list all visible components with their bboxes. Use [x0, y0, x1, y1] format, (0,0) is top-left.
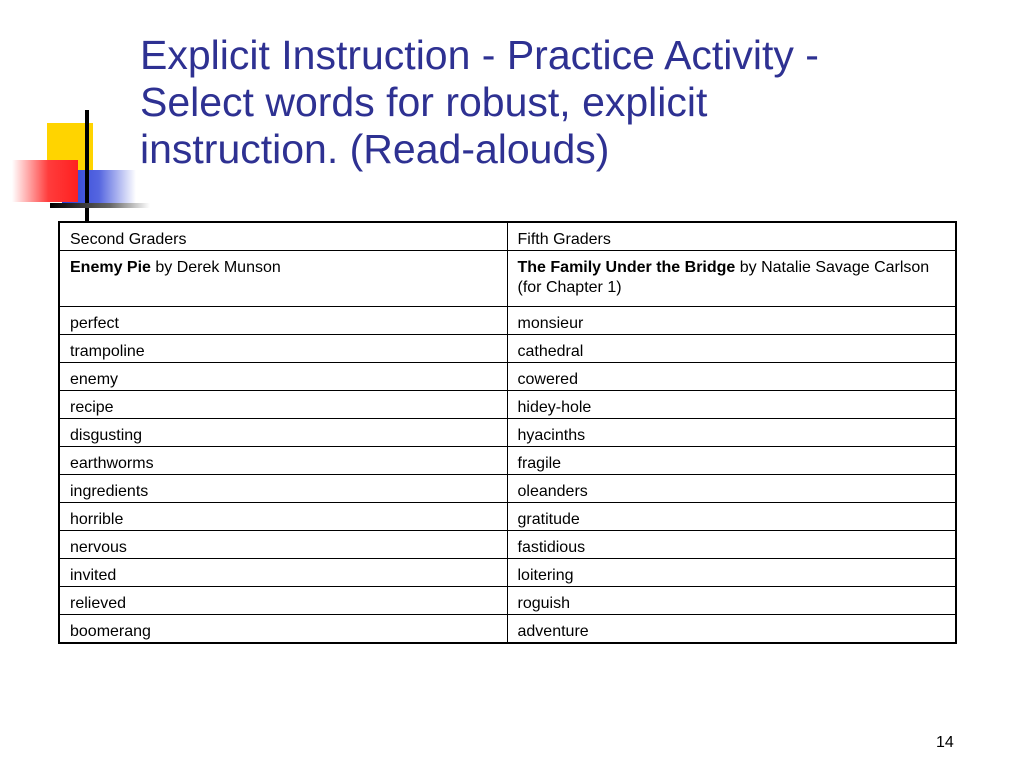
second-grade-word: ingredients	[59, 475, 507, 503]
title-line-2: Select words for robust, explicit	[140, 79, 708, 125]
deco-red-square	[12, 160, 78, 202]
table-row	[59, 307, 956, 335]
table-row	[59, 391, 956, 419]
second-grade-word: disgusting	[59, 419, 507, 447]
table-row	[59, 419, 956, 447]
table-row	[59, 559, 956, 587]
fifth-grade-word: fragile	[507, 447, 956, 475]
fifth-grade-word: hyacinths	[507, 419, 956, 447]
header-fifth-graders: Fifth Graders	[507, 222, 956, 251]
second-grade-book-title: Enemy Pie	[70, 259, 151, 276]
book-title-row	[59, 251, 956, 307]
table-row	[59, 587, 956, 615]
title-line-3: instruction. (Read-alouds)	[140, 126, 610, 172]
table-row	[59, 363, 956, 391]
second-grade-book-cell	[59, 251, 507, 307]
second-grade-word: enemy	[59, 363, 507, 391]
title-line-1: Explicit Instruction - Practice Activity -	[140, 32, 819, 78]
slide-title	[140, 32, 1000, 173]
second-grade-book-author: by Derek Munson	[150, 259, 281, 276]
fifth-grade-word: cathedral	[507, 335, 956, 363]
second-grade-word: trampoline	[59, 335, 507, 363]
second-grade-word: invited	[59, 559, 507, 587]
fifth-grade-book-cell	[507, 251, 956, 307]
fifth-grade-word: loitering	[507, 559, 956, 587]
second-grade-word: nervous	[59, 531, 507, 559]
decorative-squares-graphic	[0, 0, 150, 240]
page-number: 14	[936, 734, 954, 751]
table-row	[59, 615, 956, 644]
fifth-grade-word: monsieur	[507, 307, 956, 335]
deco-horizontal-line	[50, 203, 150, 208]
second-grade-word: perfect	[59, 307, 507, 335]
fifth-grade-word: cowered	[507, 363, 956, 391]
table-row	[59, 475, 956, 503]
fifth-grade-word: gratitude	[507, 503, 956, 531]
second-grade-word: horrible	[59, 503, 507, 531]
second-grade-word: recipe	[59, 391, 507, 419]
fifth-grade-word: fastidious	[507, 531, 956, 559]
fifth-grade-word: adventure	[507, 615, 956, 644]
fifth-grade-book-title: The Family Under the Bridge	[517, 259, 736, 276]
second-grade-word: earthworms	[59, 447, 507, 475]
second-grade-word: boomerang	[59, 615, 507, 644]
fifth-grade-word: roguish	[507, 587, 956, 615]
fifth-grade-book-author: by Natalie Savage Carlson (for Chapter 1)	[517, 259, 930, 296]
fifth-grade-word: hidey-hole	[507, 391, 956, 419]
second-grade-word: relieved	[59, 587, 507, 615]
table-row	[59, 503, 956, 531]
vocabulary-table	[58, 221, 957, 644]
header-second-graders: Second Graders	[59, 222, 507, 251]
fifth-grade-word: oleanders	[507, 475, 956, 503]
table-header-row	[59, 222, 956, 251]
table-row	[59, 447, 956, 475]
table-row	[59, 531, 956, 559]
table-row	[59, 335, 956, 363]
